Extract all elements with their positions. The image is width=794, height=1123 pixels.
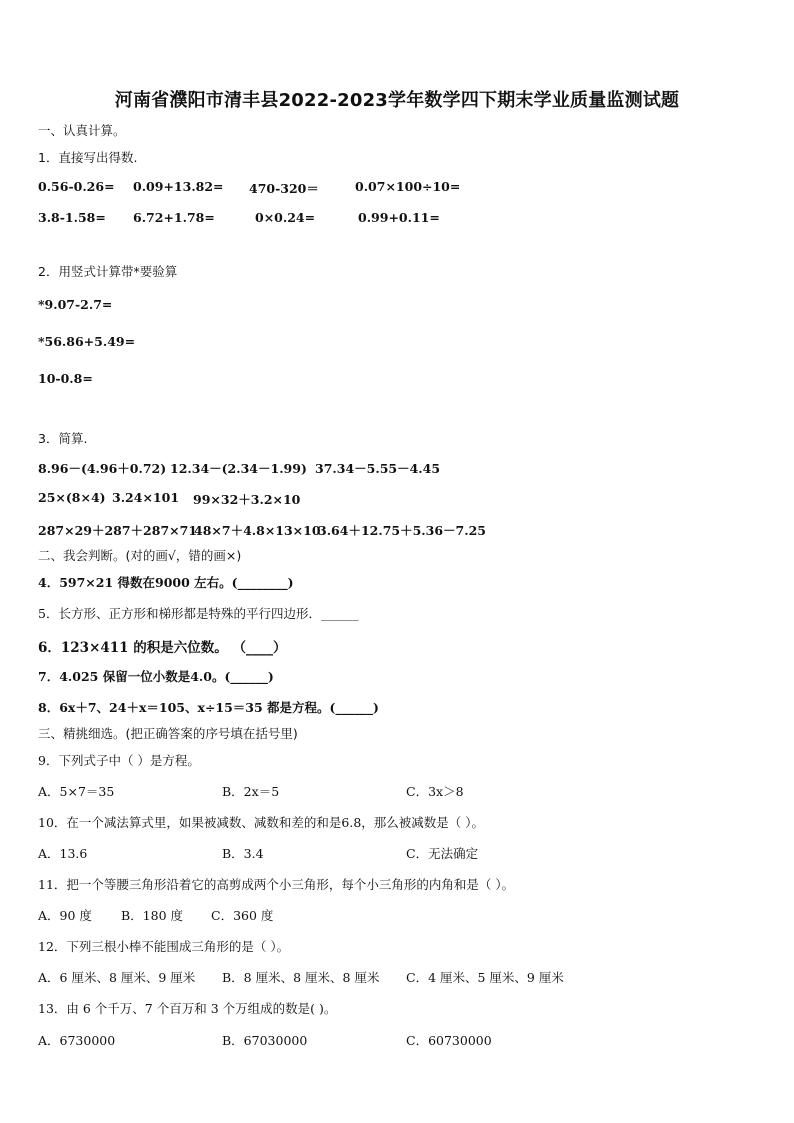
question-8: 8．6x＋7、24＋x＝105、x÷15＝35 都是方程。(______)	[38, 700, 379, 715]
question-5: 5．长方形、正方形和梯形都是特殊的平行四边形．______	[38, 606, 359, 621]
q1-item: 6.72+1.78=	[133, 210, 215, 225]
q11-option-b: B．180 度	[121, 908, 184, 923]
question-6: 6．123×411 的积是六位数。 （____）	[38, 640, 287, 656]
q10-option-a: A．13.6	[38, 846, 88, 861]
question-9-stem: 9．下列式子中（ ）是方程。	[38, 753, 200, 768]
q12-option-b: B．8 厘米、8 厘米、8 厘米	[222, 970, 380, 985]
q11-option-a: A．90 度	[38, 908, 92, 923]
q2-item: 10-0.8=	[38, 371, 93, 386]
q9-option-b: B．2x＝5	[222, 784, 280, 799]
section-2-heading: 二、我会判断。(对的画√，错的画×)	[38, 548, 242, 563]
q13-option-a: A．6730000	[38, 1033, 116, 1048]
q1-item: 0.56-0.26=	[38, 179, 115, 194]
q2-item: *9.07-2.7=	[38, 297, 113, 312]
question-3-stem: 3．简算.	[38, 431, 88, 446]
question-1-stem: 1．直接写出得数.	[38, 150, 138, 165]
q1-item: 0.99+0.11=	[358, 210, 440, 225]
section-1-heading: 一、认真计算。	[38, 123, 126, 138]
question-12-stem: 12．下列三根小棒不能围成三角形的是（ ）。	[38, 939, 290, 954]
question-11-stem: 11．把一个等腰三角形沿着它的高剪成两个小三角形，每个小三角形的内角和是（ ）。	[38, 877, 515, 892]
q1-item: 0.09+13.82=	[133, 179, 224, 194]
question-2-stem: 2．用竖式计算带*要验算	[38, 264, 178, 279]
q2-item: *56.86+5.49=	[38, 334, 136, 349]
q1-item: 0×0.24=	[255, 210, 316, 225]
question-4: 4．597×21 得数在9000 左右。(________)	[38, 575, 294, 590]
q10-option-c: C．无法确定	[406, 846, 479, 861]
q3-item: 3.64＋12.75＋5.36－7.25	[318, 523, 486, 538]
q3-item: 12.34－(2.34－1.99)	[170, 461, 307, 476]
q13-option-b: B．67030000	[222, 1033, 308, 1048]
q10-option-b: B．3.4	[222, 846, 264, 861]
q11-option-c: C．360 度	[211, 908, 274, 923]
q13-option-c: C．60730000	[406, 1033, 492, 1048]
question-13-stem: 13．由 6 个千万、7 个百万和 3 个万组成的数是( )。	[38, 1001, 337, 1016]
q3-item: 287×29＋287＋287×71	[38, 523, 198, 538]
section-3-heading: 三、精挑细选。(把正确答案的序号填在括号里)	[38, 726, 298, 741]
q9-option-a: A．5×7＝35	[38, 784, 115, 799]
q1-item: 0.07×100÷10=	[355, 179, 461, 194]
q3-item: 48×7＋4.8×13×10	[194, 523, 321, 538]
q3-item: 37.34－5.55－4.45	[315, 461, 441, 476]
q12-option-a: A．6 厘米、8 厘米、9 厘米	[38, 970, 196, 985]
exam-title: 河南省濮阳市清丰县2022-2023学年数学四下期末学业质量监测试题	[114, 90, 680, 111]
q1-item: 470-320＝	[249, 181, 319, 196]
q1-item: 3.8-1.58=	[38, 210, 106, 225]
question-7: 7．4.025 保留一位小数是4.0。(______)	[38, 669, 274, 684]
q3-item: 8.96－(4.96＋0.72)	[38, 461, 167, 476]
q9-option-c: C．3x＞8	[406, 784, 464, 799]
q3-item: 3.24×101	[112, 490, 180, 505]
question-10-stem: 10．在一个减法算式里，如果被减数、减数和差的和是6.8，那么被减数是（ ）。	[38, 815, 485, 830]
q12-option-c: C．4 厘米、5 厘米、9 厘米	[406, 970, 564, 985]
q3-item: 99×32＋3.2×10	[193, 492, 301, 507]
q3-item: 25×(8×4)	[38, 490, 106, 505]
